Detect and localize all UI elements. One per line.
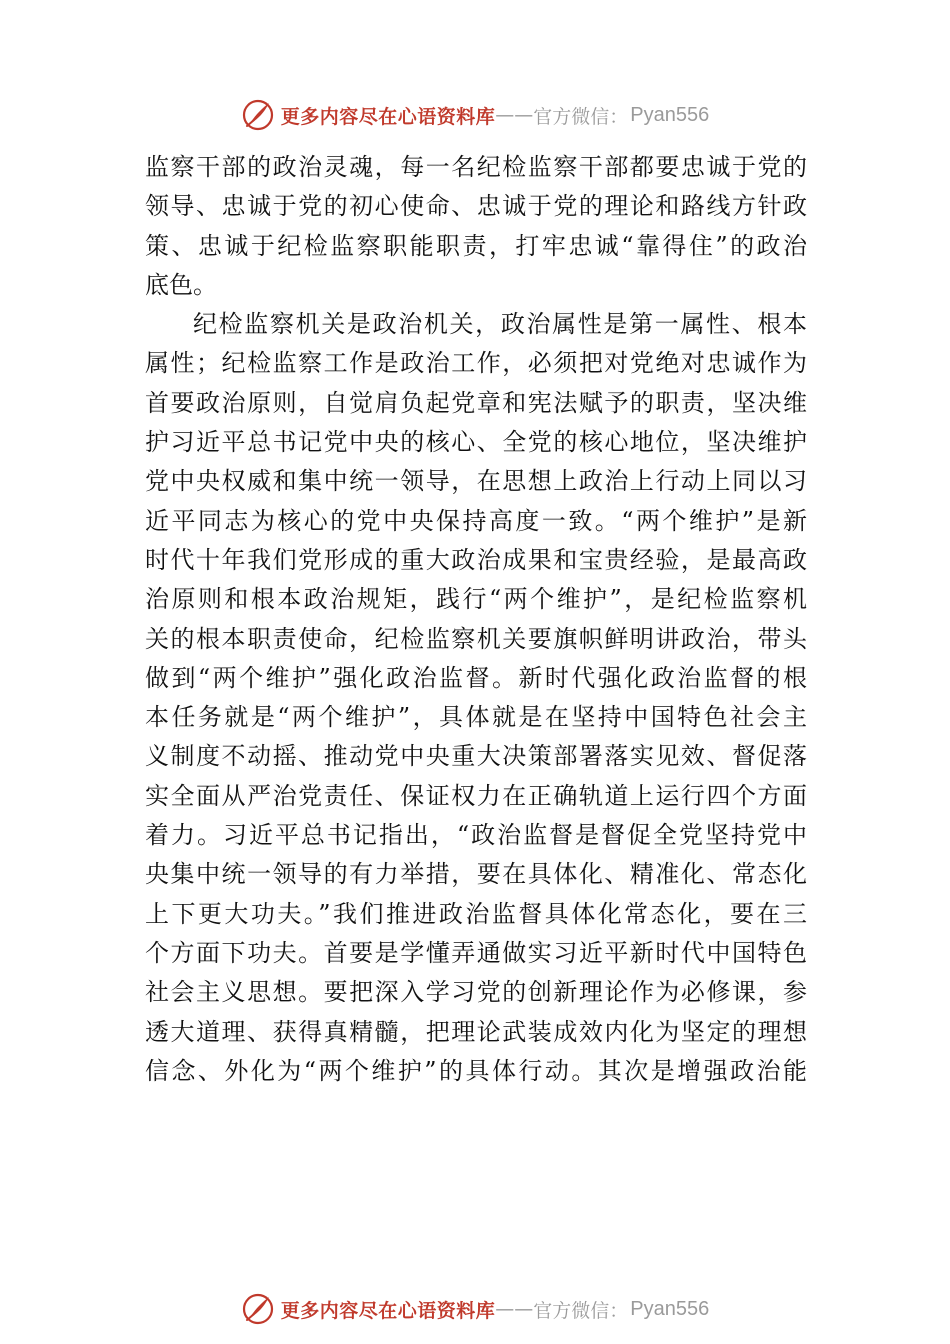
text-line: 首要政治原则，自觉肩负起党章和宪法赋予的职责，坚决维 <box>145 388 807 417</box>
text-line: 纪检监察机关是政治机关，政治属性是第一属性、根本 <box>193 310 807 339</box>
text-line: 社会主义思想。要把深入学习党的创新理论作为必修课，参 <box>145 978 807 1007</box>
site-name-text: 更多内容尽在心语资料库 <box>280 105 496 128</box>
text-line: 党中央权威和集中统一领导，在思想上政治上行动上同以习 <box>145 467 807 496</box>
wechat-label: 官方微信： <box>533 105 629 128</box>
text-line: 近平同志为核心的党中央保持高度一致。“两个维护”是新 <box>145 506 807 535</box>
paragraph-2 <box>145 305 807 1091</box>
site-name-text: 更多内容尽在心语资料库 <box>280 1299 496 1322</box>
text-line: 做到“两个维护”强化政治监督。新时代强化政治监督的根 <box>145 663 807 692</box>
wechat-id: Pyan556 <box>630 103 710 126</box>
text-line: 上下更大功夫。”我们推进政治监督具体化常态化，要在三 <box>145 899 807 928</box>
text-line: 属性；纪检监察工作是政治工作，必须把对党绝对忠诚作为 <box>145 349 807 378</box>
text-line: 护习近平总书记党中央的核心、全党的核心地位，坚决维护 <box>145 428 807 457</box>
quill-logo-icon <box>241 1292 275 1326</box>
text-line: 领导、忠诚于党的初心使命、忠诚于党的理论和路线方针政 <box>145 192 807 221</box>
text-line: 本任务就是“两个维护”，具体就是在坚持中国特色社会主 <box>145 703 807 732</box>
text-line: 透大道理、获得真精髓，把理论武装成效内化为坚定的理想 <box>145 1017 807 1046</box>
quill-logo-icon <box>241 98 275 132</box>
text-line: 关的根本职责使命，纪检监察机关要旗帜鲜明讲政治，带头 <box>145 624 807 653</box>
text-line: 实全面从严治党责任、保证权力在正确轨道上运行四个方面 <box>145 781 807 810</box>
footer-banner <box>0 1289 950 1329</box>
text-line: 央集中统一领导的有力举措，要在具体化、精准化、常态化 <box>145 860 807 889</box>
text-line: 时代十年我们党形成的重大政治成果和宝贵经验，是最高政 <box>145 545 807 574</box>
text-line: 策、忠诚于纪检监察职能职责，打牢忠诚“靠得住”的政治 <box>145 231 807 260</box>
text-line: 监察干部的政治灵魂，每一名纪检监察干部都要忠诚于党的 <box>145 153 807 181</box>
wechat-id: Pyan556 <box>630 1297 710 1320</box>
banner-separator: —— <box>495 104 534 126</box>
text-line: 底色。 <box>145 270 217 299</box>
text-line: 义制度不动摇、推动党中央重大决策部署落实见效、督促落 <box>145 742 807 771</box>
text-line: 治原则和根本政治规矩，践行“两个维护”，是纪检监察机 <box>145 585 807 614</box>
document-body <box>145 148 807 1091</box>
text-line: 信念、外化为“两个维护”的具体行动。其次是增强政治能 <box>145 1056 807 1085</box>
text-line: 着力。习近平总书记指出，“政治监督是督促全党坚持党中 <box>145 821 807 850</box>
header-banner <box>0 95 950 135</box>
wechat-label: 官方微信： <box>533 1299 629 1322</box>
paragraph-1 <box>145 148 807 305</box>
banner-separator: —— <box>495 1298 534 1320</box>
text-line: 个方面下功夫。首要是学懂弄通做实习近平新时代中国特色 <box>145 938 807 967</box>
